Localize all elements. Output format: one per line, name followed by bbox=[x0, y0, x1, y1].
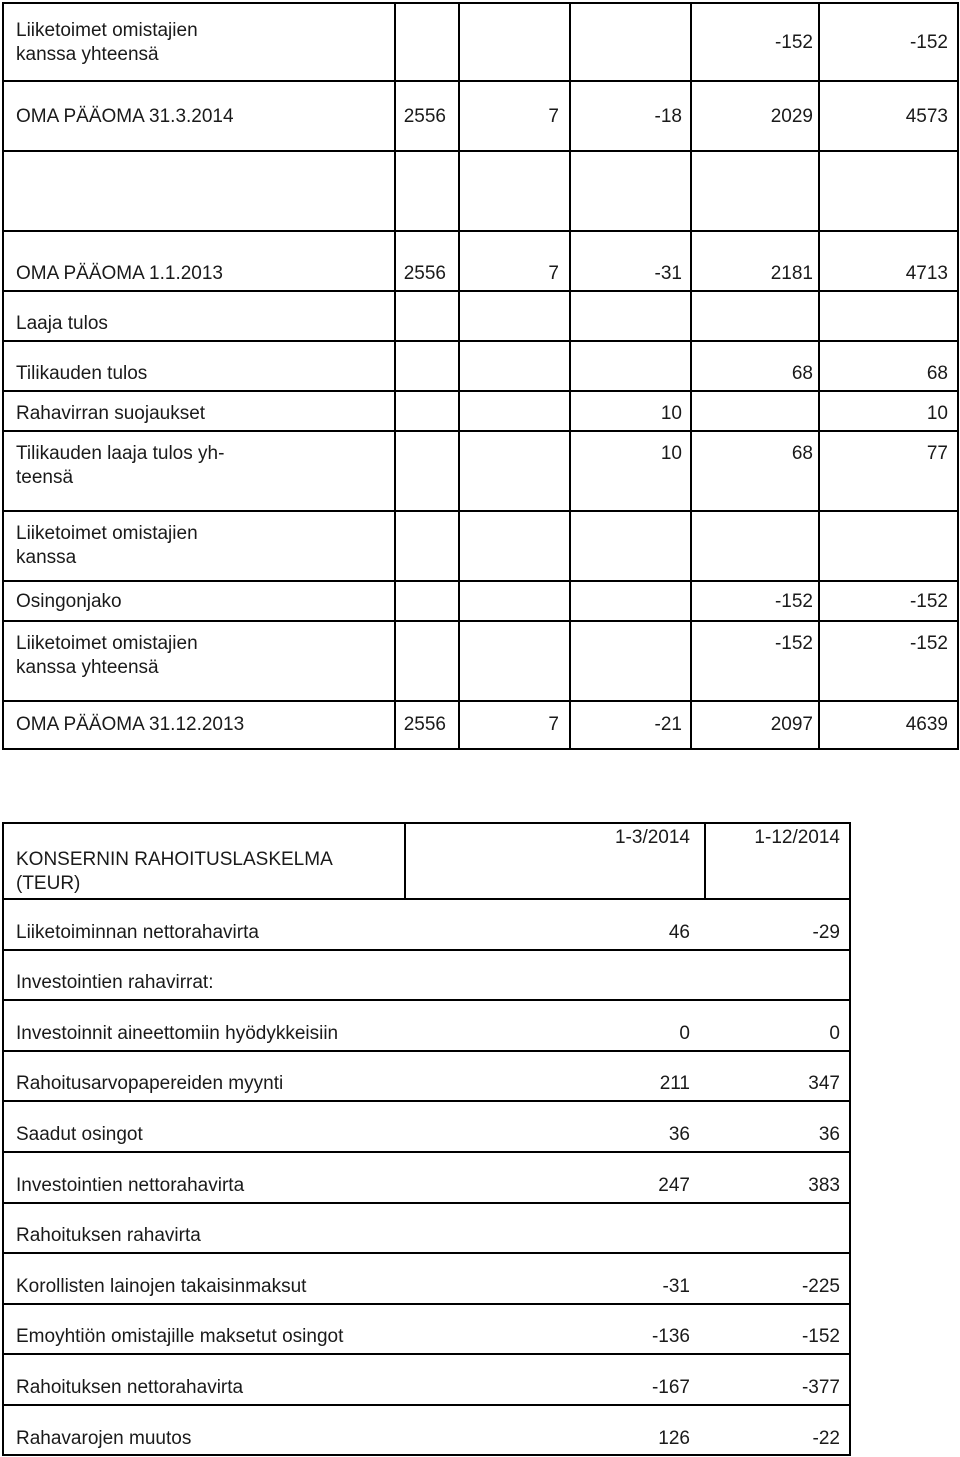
cashflow-value-v2: -152 bbox=[801, 1326, 840, 1348]
cashflow-value-v1: 36 bbox=[668, 1123, 690, 1145]
cashflow-row bbox=[4, 1254, 849, 1305]
cashflow-row-label: Liiketoiminnan nettorahavirta bbox=[16, 921, 259, 943]
cashflow-value-v1: 126 bbox=[658, 1427, 690, 1449]
cashflow-row bbox=[4, 1052, 849, 1103]
cashflow-row bbox=[4, 1204, 849, 1255]
equity-value-c5: 4639 bbox=[905, 714, 948, 735]
equity-value-c1: 2556 bbox=[403, 106, 446, 127]
cashflow-row bbox=[4, 1355, 849, 1406]
equity-value-c5: -152 bbox=[909, 591, 948, 612]
cashflow-value-v1: -167 bbox=[651, 1376, 690, 1398]
cashflow-value-v1: 211 bbox=[659, 1073, 690, 1095]
equity-value-c4: 2029 bbox=[770, 106, 813, 127]
equity-row bbox=[4, 432, 957, 512]
equity-value-c3: -31 bbox=[654, 263, 682, 284]
equity-value-c4: 2181 bbox=[770, 263, 813, 284]
cashflow-header bbox=[4, 824, 849, 900]
equity-value-c5: 10 bbox=[926, 403, 948, 424]
equity-row bbox=[4, 292, 957, 342]
cashflow-row-label: Investoinnit aineettomiin hyödykkeisiin bbox=[16, 1022, 339, 1044]
equity-row-label: Osingonjako bbox=[16, 591, 122, 612]
equity-row bbox=[4, 582, 957, 622]
equity-value-c1: 2556 bbox=[403, 714, 446, 735]
cashflow-row-label: Investointien rahavirrat: bbox=[16, 972, 214, 994]
equity-value-c5: -152 bbox=[909, 633, 948, 654]
cashflow-value-v1: -31 bbox=[662, 1275, 690, 1297]
cashflow-value-v2: 347 bbox=[808, 1073, 840, 1095]
equity-value-c2: 7 bbox=[548, 263, 559, 284]
cashflow-row-label: Korollisten lainojen takaisinmaksut bbox=[16, 1275, 307, 1297]
cashflow-period-header: 1-12/2014 bbox=[754, 827, 840, 848]
cashflow-row-label: Investointien nettorahavirta bbox=[16, 1174, 245, 1196]
equity-row-label: Tilikauden laaja tulos yh- teensä bbox=[16, 443, 225, 488]
cashflow-period-header: 1-3/2014 bbox=[614, 827, 690, 848]
cashflow-value-v1: -136 bbox=[651, 1326, 690, 1348]
equity-row bbox=[4, 152, 957, 232]
equity-row bbox=[4, 622, 957, 702]
cashflow-row bbox=[4, 1305, 849, 1356]
cashflow-row bbox=[4, 1001, 849, 1052]
equity-value-c4: 68 bbox=[791, 443, 813, 464]
cashflow-value-v2: -29 bbox=[812, 921, 840, 943]
cashflow-row bbox=[4, 1406, 849, 1457]
equity-value-c2: 7 bbox=[548, 714, 559, 735]
equity-row-label: Rahavirran suojaukset bbox=[16, 403, 206, 424]
equity-value-c4: 2097 bbox=[770, 714, 813, 735]
cashflow-value-v2: -377 bbox=[801, 1376, 840, 1398]
cashflow-value-v2: 383 bbox=[808, 1174, 840, 1196]
equity-value-c4: 68 bbox=[791, 363, 813, 384]
equity-value-c3: 10 bbox=[660, 403, 682, 424]
cashflow-row-label: Rahavarojen muutos bbox=[16, 1427, 192, 1449]
cashflow-value-v2: -225 bbox=[801, 1275, 840, 1297]
equity-value-c4: -152 bbox=[774, 591, 813, 612]
equity-row-label: OMA PÄÄOMA 31.12.2013 bbox=[16, 714, 245, 735]
equity-row-label: Liiketoimet omistajien kanssa yhteensä bbox=[16, 633, 198, 678]
cashflow-row bbox=[4, 1153, 849, 1204]
equity-row bbox=[4, 232, 957, 292]
equity-row-label: Liiketoimet omistajien kanssa bbox=[16, 523, 198, 568]
equity-row bbox=[4, 392, 957, 432]
equity-value-c5: 68 bbox=[926, 363, 948, 384]
cashflow-row-label: Rahoituksen nettorahavirta bbox=[16, 1376, 244, 1398]
equity-row-label: OMA PÄÄOMA 31.3.2014 bbox=[16, 106, 234, 127]
equity-value-c4: -152 bbox=[774, 32, 813, 53]
cashflow-value-v2: 0 bbox=[829, 1022, 840, 1044]
equity-row bbox=[4, 702, 957, 748]
equity-row-label: Liiketoimet omistajien kanssa yhteensä bbox=[16, 20, 198, 65]
cashflow-table bbox=[2, 822, 851, 1456]
equity-row-label: OMA PÄÄOMA 1.1.2013 bbox=[16, 263, 223, 284]
equity-value-c5: 77 bbox=[926, 443, 948, 464]
cashflow-row bbox=[4, 951, 849, 1002]
cashflow-value-v1: 46 bbox=[668, 921, 690, 943]
cashflow-row-label: Emoyhtiön omistajille maksetut osingot bbox=[16, 1326, 344, 1348]
cashflow-row bbox=[4, 1102, 849, 1153]
equity-value-c3: -21 bbox=[654, 714, 682, 735]
equity-value-c3: -18 bbox=[654, 106, 682, 127]
equity-table bbox=[2, 2, 959, 750]
equity-row-label: Tilikauden tulos bbox=[16, 363, 148, 384]
equity-row bbox=[4, 512, 957, 582]
equity-value-c5: 4573 bbox=[905, 106, 948, 127]
cashflow-row-label: Saadut osingot bbox=[16, 1123, 143, 1145]
equity-value-c1: 2556 bbox=[403, 263, 446, 284]
equity-value-c5: 4713 bbox=[905, 263, 948, 284]
cashflow-value-v2: 36 bbox=[818, 1123, 840, 1145]
equity-row bbox=[4, 82, 957, 152]
equity-value-c4: -152 bbox=[774, 633, 813, 654]
cashflow-row-label: Rahoituksen rahavirta bbox=[16, 1225, 201, 1247]
equity-row bbox=[4, 4, 957, 82]
cashflow-row-label: Rahoitusarvopapereiden myynti bbox=[16, 1073, 284, 1095]
equity-row-label: Laaja tulos bbox=[16, 313, 108, 334]
equity-value-c2: 7 bbox=[548, 106, 559, 127]
cashflow-row bbox=[4, 900, 849, 951]
equity-value-c5: -152 bbox=[909, 32, 948, 53]
cashflow-value-v1: 247 bbox=[658, 1174, 690, 1196]
cashflow-value-v2: -22 bbox=[812, 1427, 840, 1449]
cashflow-value-v1: 0 bbox=[679, 1022, 690, 1044]
equity-value-c3: 10 bbox=[660, 443, 682, 464]
cashflow-title: KONSERNIN RAHOITUSLASKELMA (TEUR) bbox=[16, 849, 333, 894]
equity-row bbox=[4, 342, 957, 392]
